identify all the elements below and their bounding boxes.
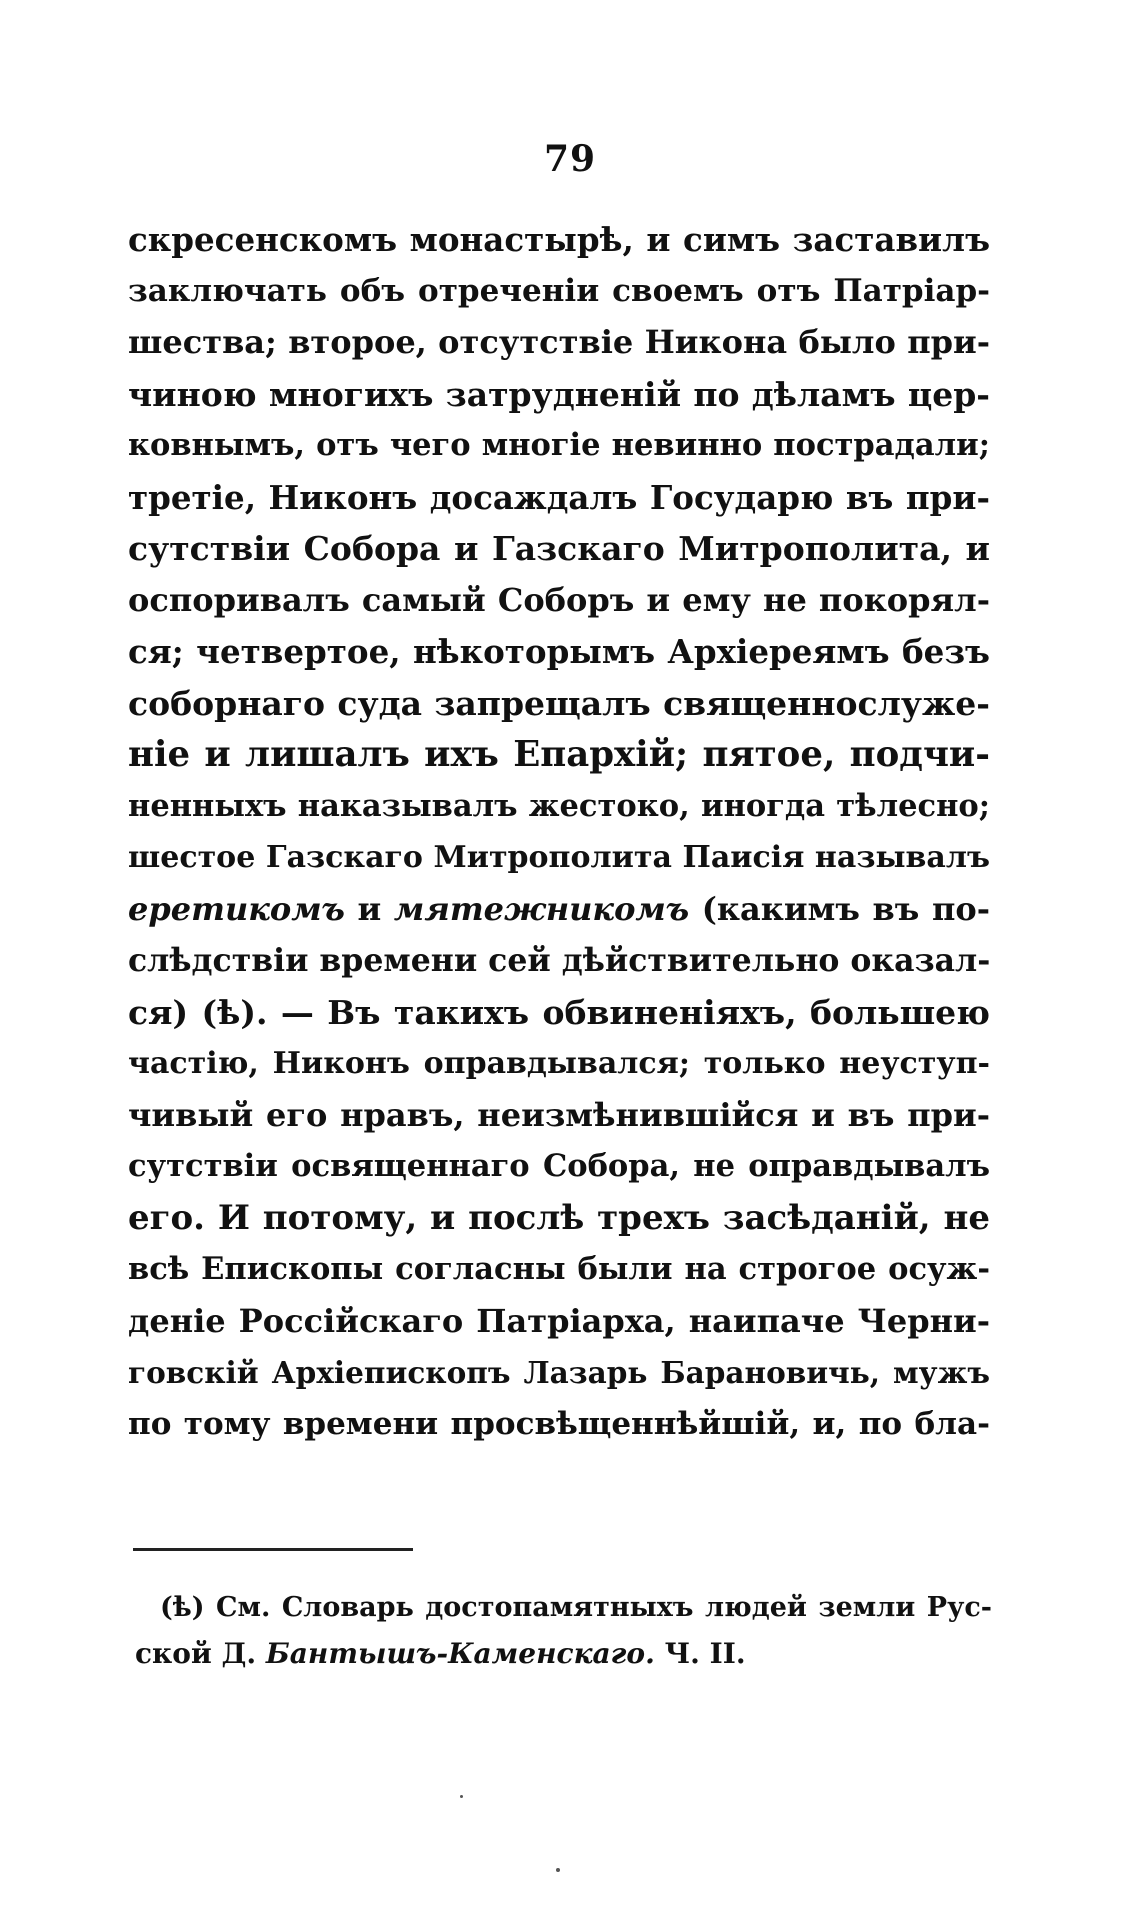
- text-line-19: сутствіи освященнаго Собора, не оправдывалъ: [128, 1148, 990, 1184]
- print-speck: [460, 1795, 463, 1798]
- text-line-11: ніе и лишалъ ихъ Епархій; пятое, подчи-: [128, 734, 990, 775]
- text-line-12: ненныхъ наказывалъ жестоко, иногда тѣлесно;: [128, 787, 990, 824]
- text-line-22: деніе Россійскаго Патріарха, наипаче Черни-: [128, 1301, 990, 1340]
- text-line-24: по тому времени просвѣщеннѣйшій, и, по бла-: [128, 1405, 990, 1442]
- footnote: [135, 1585, 992, 1677]
- text-line-2: заключать объ отреченіи своемъ отъ Патріар-: [128, 272, 990, 309]
- text-line-13: шестое Газскаго Митрополита Паисія называлъ: [128, 840, 990, 875]
- text-line-20: его. И потому, и послѣ трехъ засѣданій, не: [128, 1197, 990, 1238]
- text-line-8: оспоривалъ самый Соборъ и ему не покорял-: [128, 580, 990, 619]
- text-line-14-mid: и: [344, 889, 394, 928]
- footnote-line-2-suffix: Ч. II.: [654, 1637, 746, 1670]
- text-line-14: [128, 884, 990, 936]
- text-line-21: всѣ Епископы согласны были на строгое осуж-: [128, 1251, 990, 1287]
- text-line-5: ковнымъ, отъ чего многіе невинно пострадали;: [128, 427, 990, 463]
- italic-word-heretic: еретикомъ: [128, 889, 345, 928]
- footnote-line-1: (ѣ) См. Словарь достопамятныхъ людей земли Рус-: [160, 1592, 992, 1623]
- text-line-17: частію, Никонъ оправдывался; только неуступ-: [128, 1046, 990, 1081]
- italic-word-rebel: мятежникомъ: [393, 889, 690, 928]
- footnote-line-2-prefix: ской Д.: [135, 1637, 266, 1670]
- main-text-block: [128, 214, 990, 1450]
- text-line-18: чивый его нравъ, неизмѣнившійся и въ при-: [128, 1095, 990, 1134]
- text-line-9: ся; четвертое, нѣкоторымъ Архіереямъ безъ: [128, 632, 990, 671]
- text-line-3: шества; второе, отсутствіе Никона было при-: [128, 323, 990, 361]
- text-line-6: третіе, Никонъ досаждалъ Государю въ при-: [128, 477, 990, 517]
- page-number: 79: [543, 138, 597, 180]
- text-line-15: слѣдствіи времени сей дѣйствительно оказал-: [128, 942, 991, 979]
- text-line-14-post: (какимъ въ по-: [689, 889, 991, 928]
- text-line-4: чиною многихъ затрудненій по дѣламъ цер-: [128, 374, 990, 414]
- footnote-divider: [133, 1548, 413, 1551]
- text-line-10: соборнаго суда запрещалъ священнослуже-: [128, 683, 990, 723]
- text-line-7: сутствіи Собора и Газскаго Митрополита, и: [128, 529, 990, 568]
- text-line-23: говскій Архіепископъ Лазарь Барановичь, мужъ: [128, 1355, 990, 1390]
- footnote-line-2: [135, 1631, 992, 1677]
- text-line-1: скресенскомъ монастырѣ, и симъ заставилъ: [128, 220, 990, 259]
- footnote-author-name: Бантышъ-Каменскаго.: [265, 1637, 655, 1670]
- text-line-16: ся) (ѣ). — Въ такихъ обвиненіяхъ, большею: [128, 992, 990, 1032]
- print-speck: [556, 1868, 560, 1872]
